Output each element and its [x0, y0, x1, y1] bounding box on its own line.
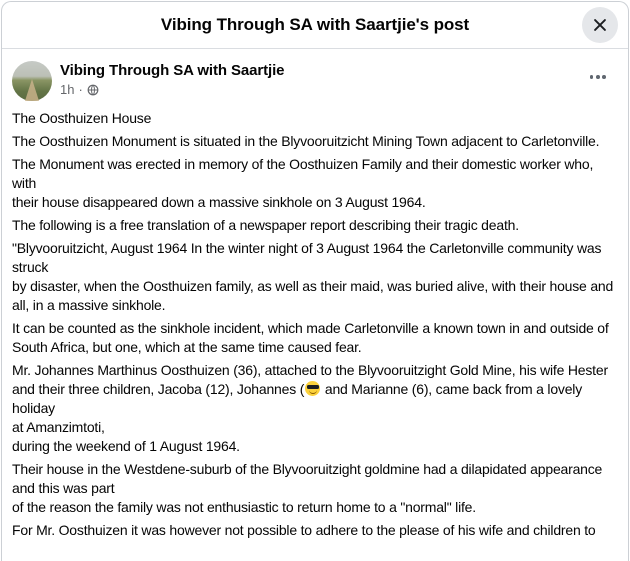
post-paragraph: The Oosthuizen House	[12, 110, 152, 126]
post-paragraph: Mr. Johannes Marthinus Oosthuizen (36), attached to the Blyvooruitzight Gold Mine, his wife Hester and their three children, Jacoba (12), Johannes ( and Marianne (6), came back from a lovely holiday at Amanzimtoti, during the weekend of 1 August 1964.	[12, 362, 608, 454]
modal-header	[2, 2, 628, 49]
close-x-icon	[591, 16, 609, 34]
timestamp[interactable]: 1h	[60, 82, 75, 97]
post-header	[2, 49, 628, 105]
globe-public-icon	[87, 84, 99, 96]
post-paragraph: The following is a free translation of a newspaper report describing their tragic death.	[12, 217, 519, 233]
post-paragraph: The Monument was erected in memory of the Oosthuizen Family and their domestic worker who, with their house disappeared down a massive sinkhole on 3 August 1964.	[12, 156, 594, 210]
avatar[interactable]	[12, 61, 52, 101]
modal-title: Vibing Through SA with Saartjie's post	[160, 15, 470, 34]
meta-separator: ·	[78, 82, 83, 97]
post	[2, 49, 628, 540]
more-options-button[interactable]	[584, 69, 612, 85]
post-paragraph: For Mr. Oosthuizen it was however not possible to adhere to the please of his wife and children to	[12, 522, 596, 538]
post-text	[2, 105, 628, 540]
post-paragraph: It can be counted as the sinkhole incident, which made Carletonville a known town in and outside of South Africa, but one, which at the same time caused fear.	[12, 320, 609, 355]
author-name[interactable]: Vibing Through SA with Saartjie	[60, 62, 285, 79]
author-block	[60, 61, 284, 97]
post-modal	[1, 1, 629, 561]
post-meta	[60, 82, 284, 97]
post-paragraph: "Blyvooruitzicht, August 1964 In the winter night of 3 August 1964 the Carletonville community was struck by disaster, when the Oosthuizen family, as well as their maid, was buried alive, with their house and all, in a massive sinkhole.	[12, 240, 614, 313]
cool-sunglasses-emoji	[305, 381, 320, 396]
post-paragraph: Their house in the Westdene-suburb of the Blyvooruitzight goldmine had a dilapidated appearance and this was part of the reason the family was not enthusiastic to return home to a "normal" life.	[12, 461, 603, 515]
close-button[interactable]	[582, 7, 618, 43]
three-dots-icon	[590, 75, 606, 79]
post-paragraph: The Oosthuizen Monument is situated in the Blyvooruitzicht Mining Town adjacent to Carletonville.	[12, 133, 600, 149]
